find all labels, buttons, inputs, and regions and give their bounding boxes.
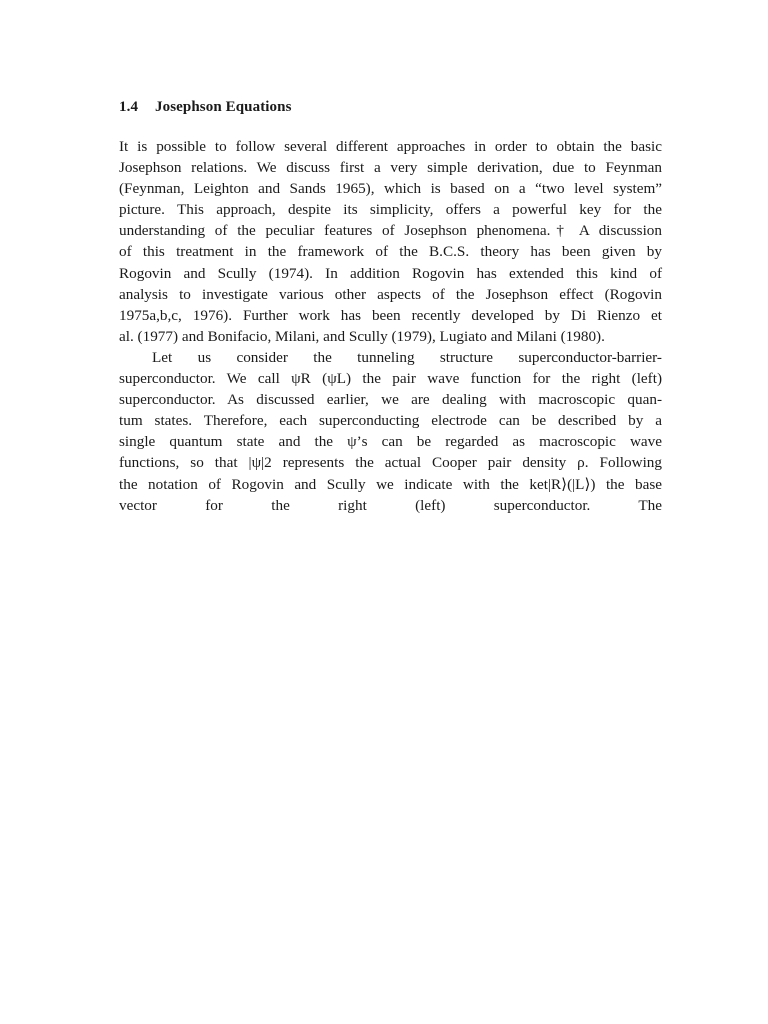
body-text — [119, 136, 662, 514]
text-line: single quantum state and the ψ’s can be regarded as macroscopic wave — [119, 433, 662, 451]
text-line: superconductor. We call ψR (ψL) the pair wave function for the right (left) — [119, 370, 662, 388]
text-line: functions, so that |ψ|2 represents the actual Cooper pair density ρ. Following — [119, 454, 662, 472]
text-line: of this treatment in the framework of the B.C.S. theory has been given by — [119, 243, 662, 261]
section-title: Josephson Equations — [155, 99, 292, 115]
section-heading — [119, 99, 292, 116]
text-line: superconductor. As discussed earlier, we are dealing with macroscopic quan- — [119, 391, 662, 409]
text-line: picture. This approach, despite its simplicity, offers a powerful key for the — [119, 201, 662, 219]
text-line: 1975a,b,c, 1976). Further work has been recently developed by Di Rienzo et — [119, 306, 662, 324]
text-line: al. (1977) and Bonifacio, Milani, and Scully (1979), Lugiato and Milani (1980). — [119, 327, 605, 345]
text-line-truncated: vector for the right (left) superconductor. The — [119, 496, 662, 514]
text-line: tum states. Therefore, each superconducting electrode can be described by a — [119, 412, 662, 430]
section-number: 1.4 — [119, 99, 139, 115]
paragraph-1 — [119, 136, 662, 347]
text-line: It is possible to follow several different approaches in order to obtain the basic — [119, 138, 662, 155]
text-line: Let us consider the tunneling structure superconductor-barrier- — [152, 348, 662, 366]
text-line: understanding of the peculiar features of Josephson phenomena.† A discussion — [119, 222, 662, 240]
text-line: Rogovin and Scully (1974). In addition Rogovin has extended this kind of — [119, 264, 662, 282]
paragraph-2 — [119, 347, 662, 514]
text-line: the notation of Rogovin and Scully we indicate with the ket|R⟩(|L⟩) the base — [119, 475, 662, 493]
text-line: Josephson relations. We discuss first a very simple derivation, due to Feynman — [119, 159, 662, 177]
text-line: analysis to investigate various other aspects of the Josephson effect (Rogovin — [119, 285, 662, 303]
text-line: (Feynman, Leighton and Sands 1965), which is based on a “two level system” — [119, 180, 662, 198]
